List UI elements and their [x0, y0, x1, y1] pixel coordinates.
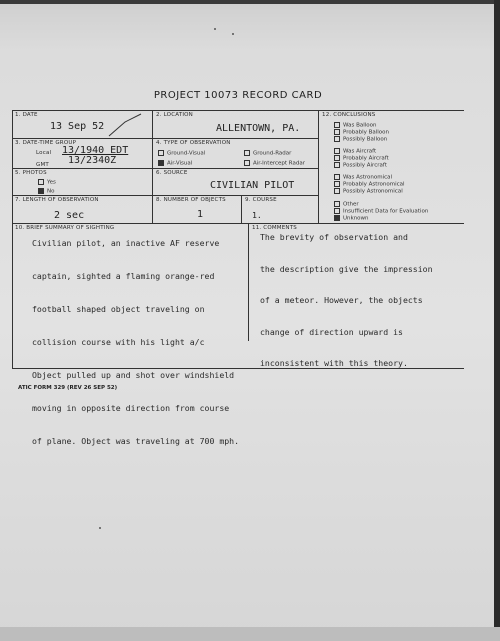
- course-label: 9. COURSE: [245, 197, 277, 203]
- option-label: Was Astronomical: [343, 174, 393, 181]
- scan-top-edge: [0, 0, 500, 4]
- scan-speck: [232, 33, 234, 35]
- summary-label: 10. BRIEF SUMMARY OF SIGHTING: [15, 225, 115, 231]
- rule: [318, 110, 319, 223]
- conclusion-option: [334, 174, 392, 181]
- source-label: 6. SOURCE: [156, 170, 188, 176]
- comment-line: change of direction upward is: [260, 326, 403, 337]
- checkbox: [334, 188, 340, 194]
- location-value: ALLENTOWN, PA.: [216, 123, 301, 134]
- comment-line: the description give the impression: [260, 263, 433, 274]
- summary-line: collision course with his light a/c: [32, 337, 205, 347]
- option-label: Was Aircraft: [343, 148, 377, 155]
- summary-text: [32, 216, 250, 469]
- checkbox: [334, 155, 340, 161]
- comment-line: inconsistent with this theory.: [260, 358, 408, 368]
- length-value: 2 sec: [54, 210, 85, 221]
- rule: [12, 168, 318, 169]
- scan-right-edge: [494, 0, 500, 641]
- conclusion-option: [334, 188, 403, 195]
- conclusion-option: [334, 148, 376, 155]
- conclusion-option: [334, 162, 387, 169]
- option-label: Possibly Aircraft: [343, 162, 387, 169]
- scan-bottom-edge: [0, 627, 500, 641]
- local-label: Local: [36, 150, 52, 156]
- number-of-objects-label: 8. NUMBER OF OBJECTS: [156, 197, 226, 203]
- local-time-value: 13/1940 EDT: [62, 145, 129, 156]
- rule: [152, 110, 153, 223]
- option-label: Ground-Visual: [167, 150, 206, 157]
- checkbox: [334, 136, 340, 142]
- card-title: PROJECT 10073 RECORD CARD: [153, 90, 323, 101]
- checkbox: [334, 148, 340, 154]
- checkbox: [334, 181, 340, 187]
- observation-type-label: 4. TYPE OF OBSERVATION: [156, 140, 231, 146]
- gmt-time-value: 13/2340Z: [68, 155, 117, 166]
- summary-line: moving in opposite direction from course: [32, 403, 230, 413]
- option-label: Probably Aircraft: [343, 155, 389, 162]
- comment-line: The brevity of observation and: [260, 232, 408, 242]
- option-label: Insufficient Data for Evaluation: [343, 208, 429, 215]
- pen-stroke: [107, 112, 147, 138]
- card-top-rule: [12, 110, 464, 111]
- checkbox: [38, 179, 44, 185]
- option-label: No: [47, 188, 55, 195]
- option-label: Possibly Astronomical: [343, 188, 403, 195]
- comment-line: of a meteor. However, the objects: [260, 295, 423, 305]
- comments-text: [260, 208, 460, 390]
- scan-speck: [214, 28, 216, 30]
- date-value: 13 Sep 52: [50, 121, 105, 132]
- rule: [12, 110, 13, 368]
- option-air-intercept-radar: [244, 160, 305, 167]
- option-air-visual: [158, 160, 192, 167]
- summary-line: football shaped object traveling on: [32, 304, 205, 314]
- scan-speck: [99, 527, 101, 529]
- rule: [12, 138, 318, 139]
- checkbox: [334, 122, 340, 128]
- summary-line: Civilian pilot, an inactive AF reserve: [32, 238, 220, 248]
- date-time-group-label: 3. DATE-TIME GROUP: [15, 140, 77, 146]
- photos-label: 5. PHOTOS: [15, 170, 47, 176]
- option-label: Was Balloon: [343, 122, 377, 129]
- photos-yes: [38, 179, 56, 186]
- conclusion-option: [334, 122, 377, 129]
- rule: [12, 195, 318, 196]
- option-label: Other: [343, 201, 359, 208]
- comments-label: 11. COMMENTS: [252, 225, 297, 231]
- summary-line: captain, sighted a flaming orange-red: [32, 271, 215, 281]
- checkbox: [244, 160, 250, 166]
- number-of-objects-value: 1: [197, 209, 204, 220]
- option-ground-visual: [158, 150, 205, 157]
- date-label: 1. DATE: [15, 112, 38, 118]
- summary-line: of plane. Object was traveling at 700 mph.: [32, 436, 240, 446]
- option-label: Ground-Radar: [253, 150, 292, 157]
- option-label: Air-Intercept Radar: [253, 160, 305, 167]
- form-number: ATIC FORM 329 (REV 26 SEP 52): [18, 385, 118, 391]
- option-label: Yes: [47, 179, 56, 186]
- checkbox: [244, 150, 250, 156]
- source-value: CIVILIAN PILOT: [210, 180, 295, 191]
- conclusion-option: [334, 129, 389, 136]
- checkbox: [334, 129, 340, 135]
- gmt-label: GMT: [36, 162, 49, 168]
- conclusions-label: 12. CONCLUSIONS: [322, 112, 376, 118]
- option-label: Unknown: [343, 215, 369, 222]
- conclusion-option: [334, 201, 359, 208]
- photos-no: [38, 188, 54, 195]
- option-ground-radar: [244, 150, 291, 157]
- option-label: Possibly Balloon: [343, 136, 388, 143]
- conclusion-option: [334, 136, 387, 143]
- checkbox-checked: [158, 160, 164, 166]
- option-label: Probably Astronomical: [343, 181, 405, 188]
- checkbox: [334, 174, 340, 180]
- location-label: 2. LOCATION: [156, 112, 193, 118]
- checkbox-checked: [38, 188, 44, 194]
- length-label: 7. LENGTH OF OBSERVATION: [15, 197, 99, 203]
- conclusion-option: [334, 181, 405, 188]
- conclusion-option: [334, 155, 389, 162]
- comment-number: 1.: [252, 210, 262, 220]
- checkbox: [334, 201, 340, 207]
- option-label: Probably Balloon: [343, 129, 390, 136]
- checkbox: [334, 162, 340, 168]
- option-label: Air-Visual: [167, 160, 193, 167]
- summary-line: Object pulled up and shot over windshield: [32, 370, 235, 380]
- checkbox: [158, 150, 164, 156]
